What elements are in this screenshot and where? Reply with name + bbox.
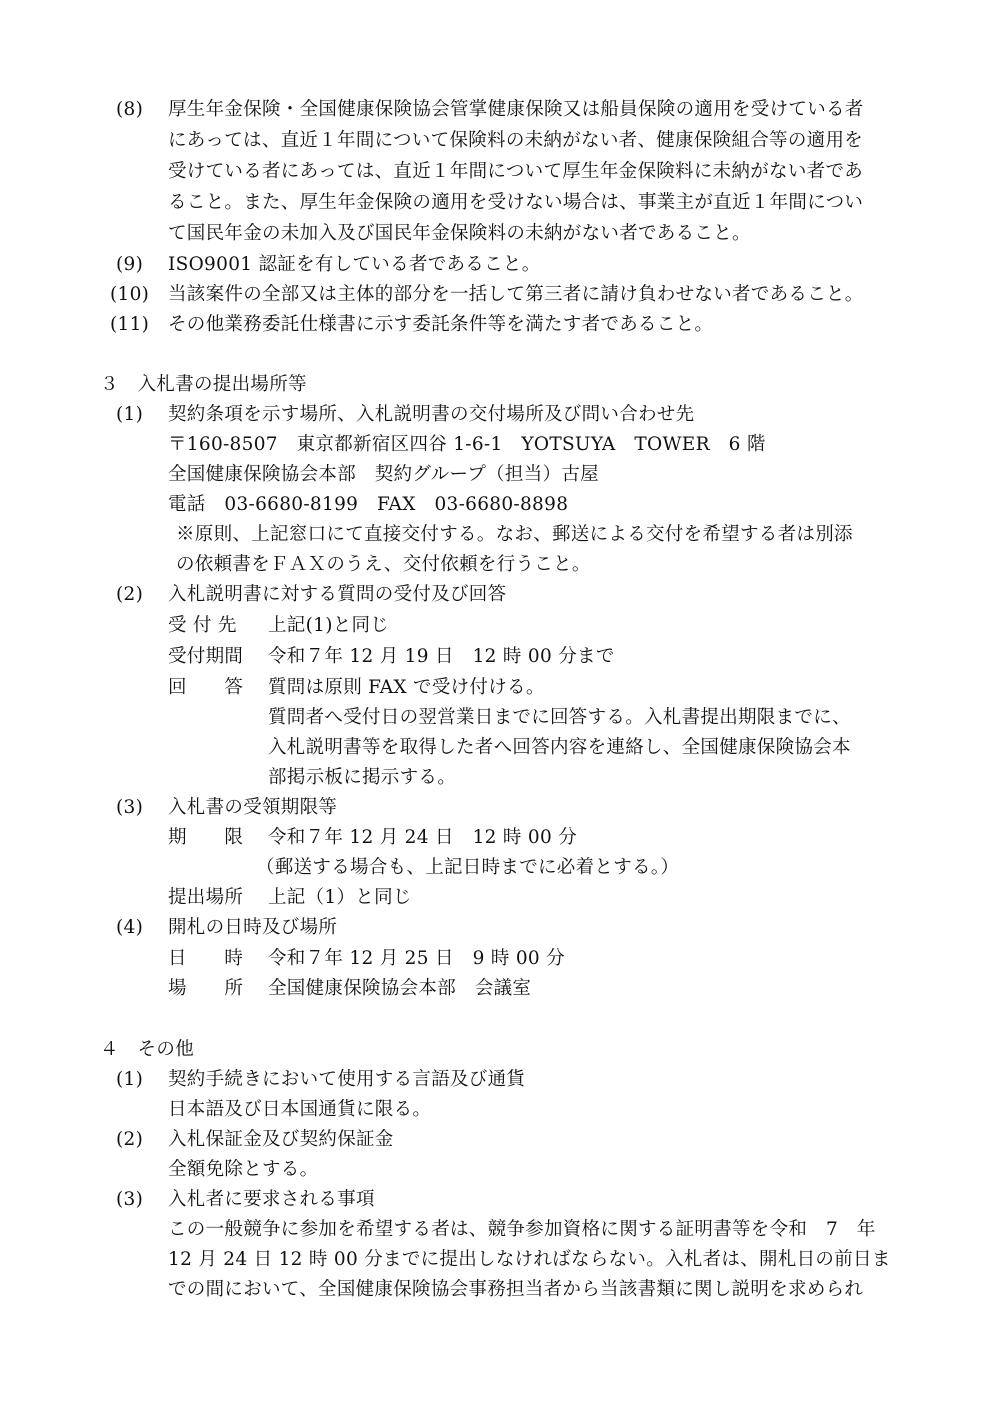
item-8-text-line: にあっては、直近１年間について保険料の未納がない者、健康保険組合等の適用を (168, 130, 864, 151)
item-title: 入札書の受領期限等 (168, 797, 338, 818)
item-title: 契約手続きにおいて使用する言語及び通貨 (168, 1069, 526, 1090)
row-label: 受付期間 (168, 646, 244, 667)
row-value: 入札説明書等を取得した者へ回答内容を連絡し、全国健康保険協会本 (268, 737, 851, 758)
item-title: 入札説明書に対する質問の受付及び回答 (168, 584, 507, 605)
row-label: 受 付 先 (168, 615, 237, 636)
row-label: 提出場所 (168, 887, 244, 908)
item-text: 全額免除とする。 (168, 1159, 319, 1180)
item-title: 入札保証金及び契約保証金 (168, 1129, 394, 1150)
row-value: 令和７年 12 月 24 日 12 時 00 分 (268, 827, 578, 848)
item-number: (2) (116, 1129, 144, 1150)
item-title: 契約条項を示す場所、入札説明書の交付場所及び問い合わせ先 (168, 404, 695, 425)
item-number: (8) (116, 99, 144, 120)
item-number: (11) (110, 314, 150, 335)
section-heading: ３ 入札書の提出場所等 (100, 374, 307, 395)
item-8-text-line: 受けている者にあっては、直近１年間について厚生年金保険料に未納がない者であ (168, 161, 864, 182)
item-8-text-line: て国民年金の未加入及び国民年金保険料の未納がない者であること。 (168, 223, 751, 244)
item-number: (4) (116, 917, 144, 938)
item-number: (2) (116, 584, 144, 605)
item-title: 開札の日時及び場所 (168, 917, 338, 938)
item-10-text: 当該案件の全部又は主体的部分を一括して第三者に請け負わせない者であること。 (168, 284, 864, 305)
note-text-line: ※原則、上記窓口にて直接交付する。なお、郵送による交付を希望する者は別添 (176, 524, 853, 545)
item-number: (3) (116, 797, 144, 818)
row-note: （郵送する場合も、上記日時までに必着とする。） (256, 857, 680, 878)
row-value: 上記（1）と同じ (268, 887, 412, 908)
contact-phone-fax: 電話 03-6680-8199 FAX 03-6680-8898 (168, 494, 569, 515)
item-number: (3) (116, 1189, 144, 1210)
item-9-text: ISO9001 認証を有している者であること。 (168, 254, 541, 275)
row-value: 上記(1)と同じ (268, 615, 390, 636)
item-text-line: での間において、全国健康保険協会事務担当者から当該書類に関し説明を求められ (168, 1279, 864, 1300)
row-value: 質問者へ受付日の翌営業日までに回答する。入札書提出期限までに、 (268, 707, 851, 728)
item-title: 入札者に要求される事項 (168, 1189, 375, 1210)
item-11-text: その他業務委託仕様書に示す委託条件等を満たす者であること。 (168, 314, 714, 335)
contact-address: 〒160-8507 東京都新宿区四谷 1-6-1 YOTSUYA TOWER 6 階 (168, 434, 766, 455)
row-value: 全国健康保険協会本部 会議室 (268, 978, 532, 999)
item-text-line: 12 月 24 日 12 時 00 分までに提出しなければならない。入札者は、開札日の前日ま (168, 1249, 891, 1270)
row-value: 令和７年 12 月 19 日 12 時 00 分まで (268, 646, 615, 667)
item-number: (1) (116, 1069, 144, 1090)
item-number: (1) (116, 404, 144, 425)
note-text-line: の依頼書をＦＡＸのうえ、交付依頼を行うこと。 (176, 554, 591, 575)
row-value: 令和７年 12 月 25 日 9 時 00 分 (268, 948, 565, 969)
row-value: 部掲示板に掲示する。 (268, 767, 457, 788)
contact-organization: 全国健康保険協会本部 契約グループ（担当）古屋 (168, 464, 599, 485)
row-value: 質問は原則 FAX で受け付ける。 (268, 677, 545, 698)
item-text: 日本語及び日本国通貨に限る。 (168, 1099, 432, 1120)
item-8-text-line: ること。また、厚生年金保険の適用を受けない場合は、事業主が直近１年間につい (168, 192, 864, 213)
section-heading: ４ その他 (100, 1039, 195, 1060)
row-label: 日 時 (168, 948, 244, 969)
item-8-text-line: 厚生年金保険・全国健康保険協会管掌健康保険又は船員保険の適用を受けている者 (168, 99, 864, 120)
item-text-line: この一般競争に参加を希望する者は、競争参加資格に関する証明書等を令和 7 年 (168, 1219, 876, 1240)
row-label: 期 限 (168, 827, 244, 848)
row-label: 回 答 (168, 677, 244, 698)
item-number: (9) (116, 254, 144, 275)
row-label: 場 所 (168, 978, 244, 999)
item-number: (10) (110, 284, 150, 305)
